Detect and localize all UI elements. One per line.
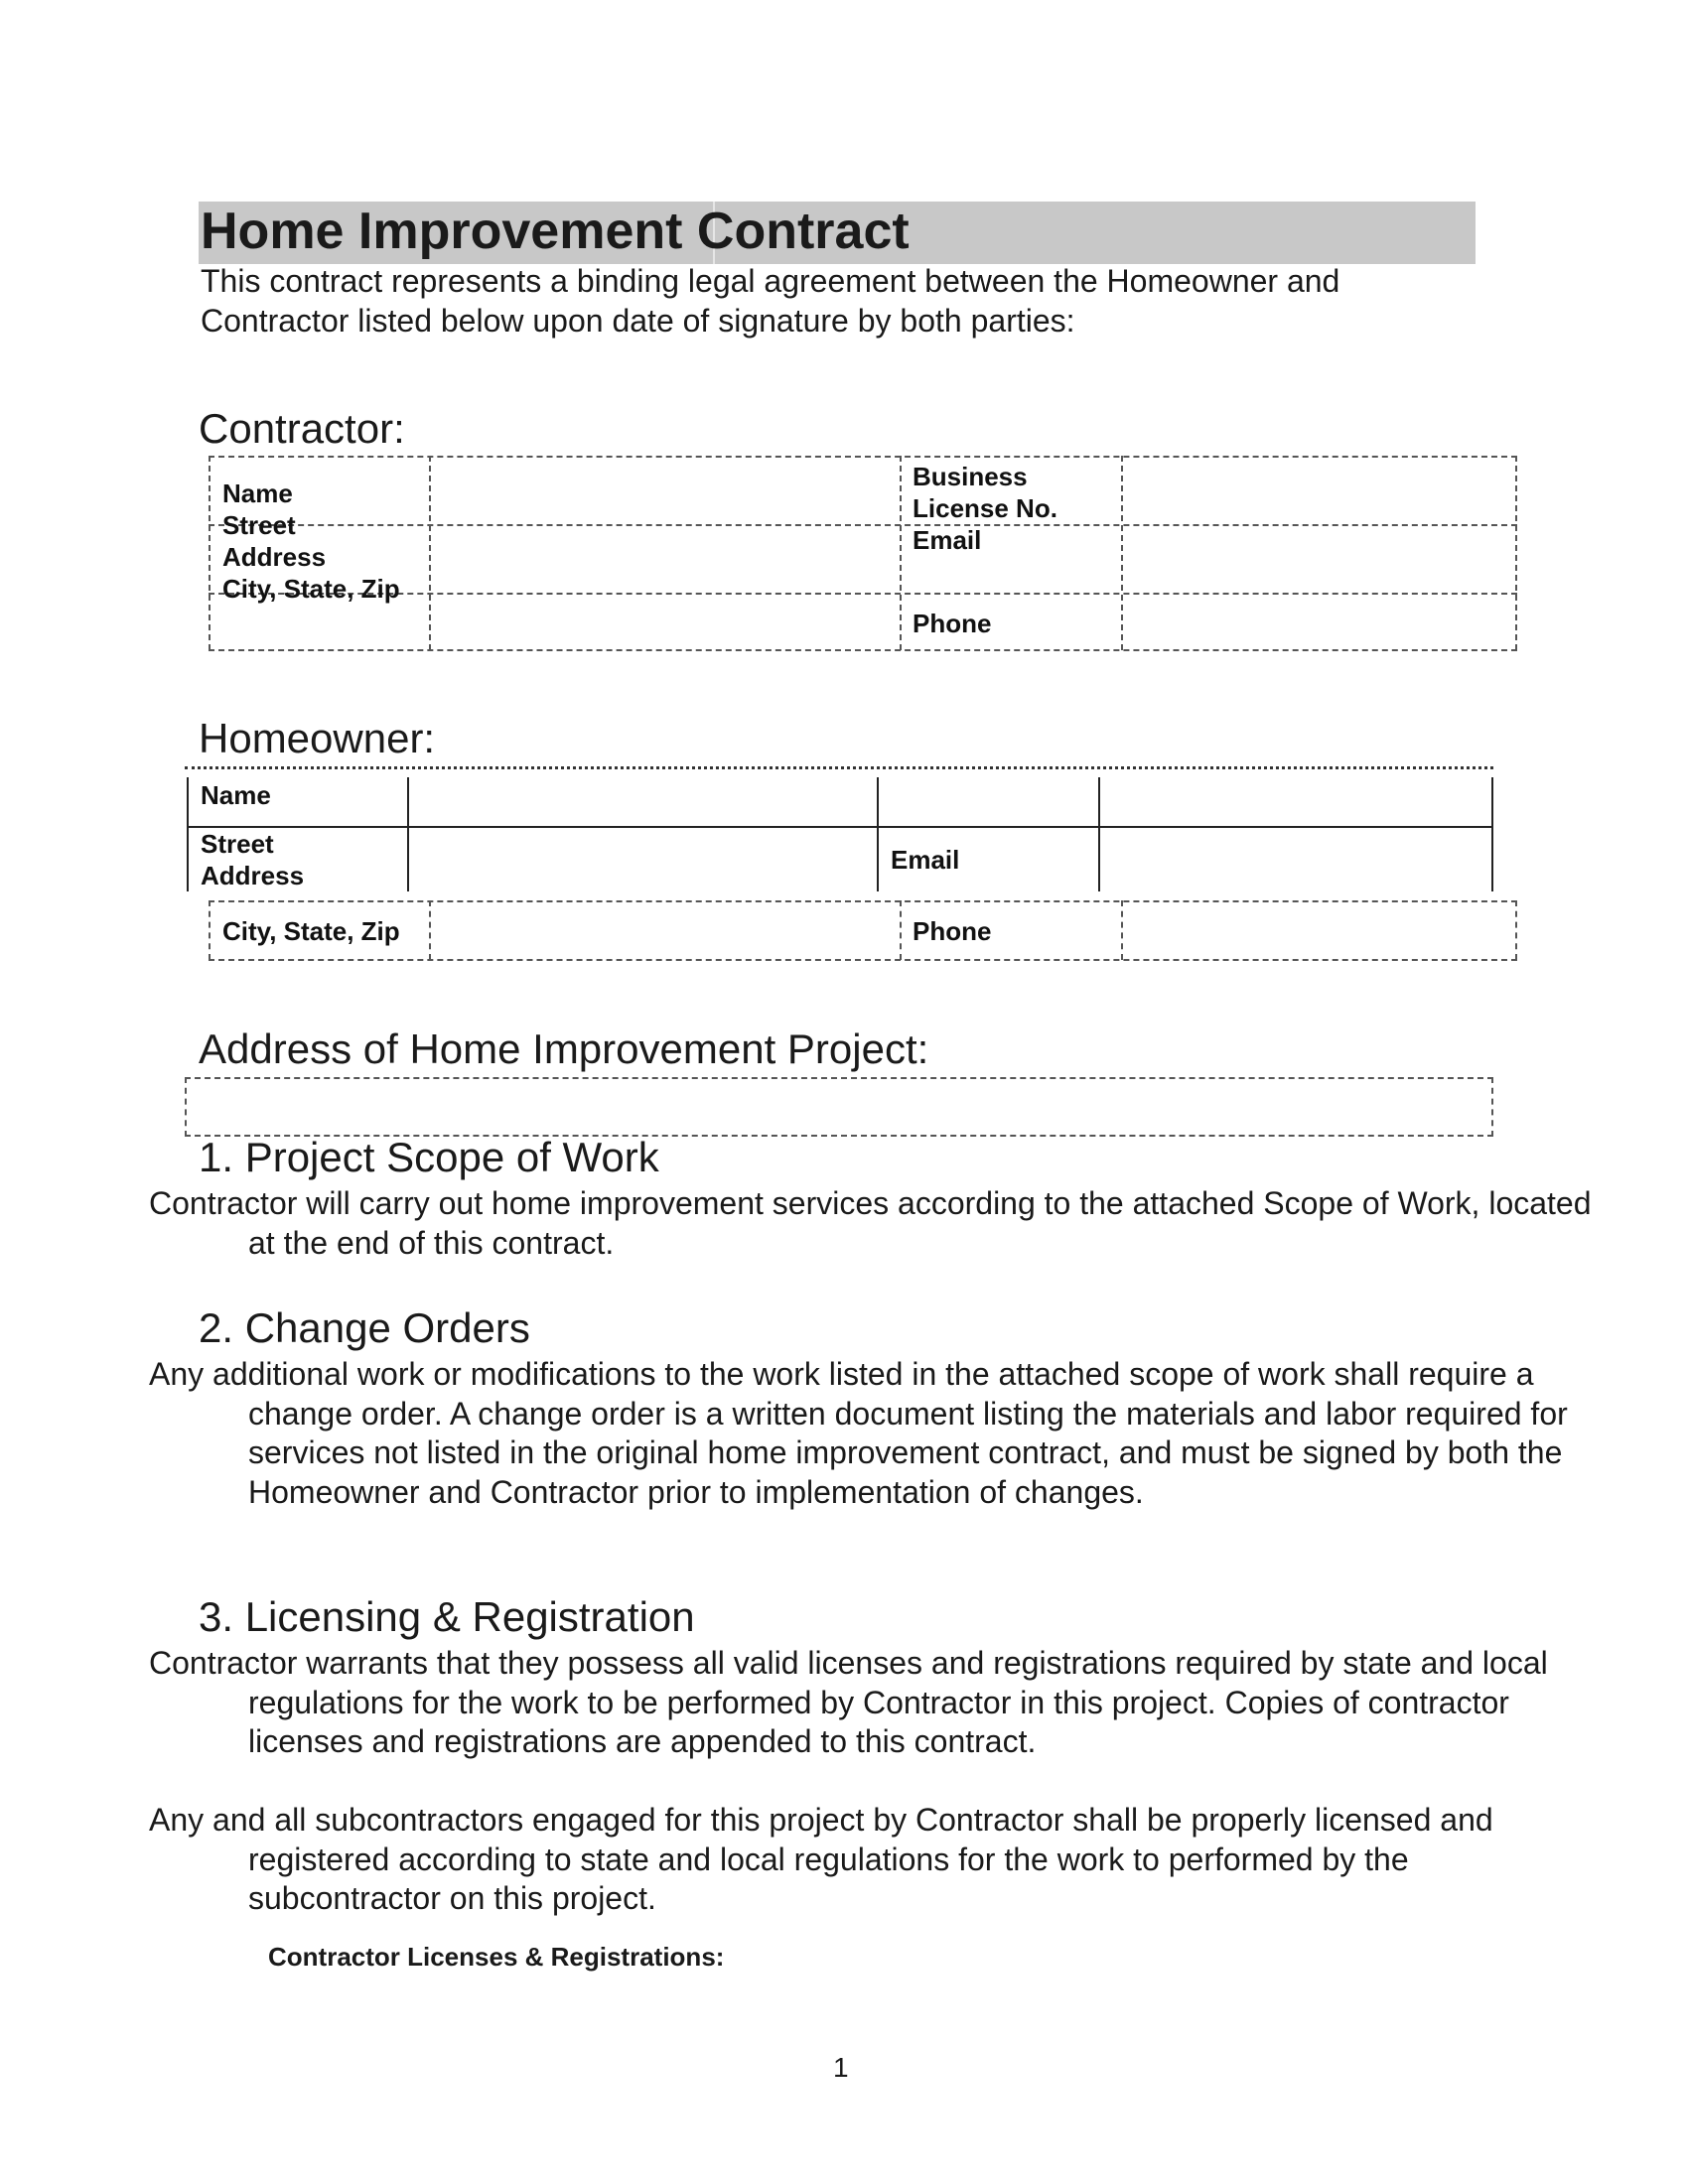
contractor-city-field[interactable] — [433, 597, 898, 647]
contractor-city-label: City, State, Zip — [222, 574, 400, 604]
homeowner-heading: Homeowner: — [199, 715, 436, 761]
table-border — [1098, 777, 1100, 891]
document-title: Home Improvement Contract — [201, 203, 910, 260]
table-border — [429, 456, 431, 650]
section-3-paragraph-2: Any and all subcontractors engaged for this project by Contractor shall be properly licensed and registered according to state and local regulations for the work to performed by the subcontractor on this project. — [149, 1802, 1493, 1916]
page-number: 1 — [833, 2052, 849, 2083]
table-border — [877, 777, 879, 891]
table-border — [1121, 456, 1123, 650]
table-border — [407, 777, 409, 891]
contractor-heading: Contractor: — [199, 405, 405, 452]
table-border — [187, 777, 189, 891]
contractor-phone-field[interactable] — [1125, 597, 1513, 647]
table-border — [209, 959, 1517, 961]
contractor-license-label: Business License No. — [913, 462, 1057, 523]
intro-paragraph: This contract represents a binding legal agreement between the Homeowner and Contractor listed below upon date of signature by both parties: — [201, 263, 1340, 339]
homeowner-name-field[interactable] — [411, 779, 875, 824]
homeowner-street-label: Street Address — [201, 829, 305, 890]
table-border — [185, 1077, 1493, 1079]
project-address-heading: Address of Home Improvement Project: — [199, 1025, 929, 1072]
contractor-street-label: Street Address — [222, 510, 327, 572]
table-border — [209, 649, 1517, 651]
contractor-email-field[interactable] — [1125, 528, 1513, 591]
table-border — [1121, 900, 1123, 960]
contractor-address-field[interactable] — [433, 528, 898, 591]
contractor-license-field[interactable] — [1125, 460, 1513, 522]
section-2-paragraph: Any additional work or modifications to the work listed in the attached scope of work shall require a change order. A change order is a written document listing the materials and labor required for services not listed in the original home improvement contract, and must be signed by both the Homeowner and Contractor prior to implementation of changes. — [149, 1356, 1568, 1510]
table-border — [1491, 777, 1493, 891]
contractor-email-label: Email — [913, 525, 982, 555]
homeowner-extra-field[interactable] — [1102, 779, 1489, 824]
table-border — [185, 1077, 187, 1137]
contractor-name-field[interactable] — [433, 460, 898, 522]
table-border — [209, 456, 211, 650]
licenses-sublabel: Contractor Licenses & Registrations: — [268, 1942, 725, 1972]
table-border — [209, 524, 1517, 526]
contractor-name-label: Name — [222, 478, 293, 508]
table-border — [429, 900, 431, 960]
homeowner-name-label: Name — [201, 780, 271, 810]
contractor-phone-label: Phone — [913, 609, 992, 638]
table-border — [900, 456, 902, 650]
table-border — [1515, 456, 1517, 650]
table-border — [209, 593, 1517, 595]
table-border — [900, 900, 902, 960]
section-1-paragraph: Contractor will carry out home improvement services according to the attached Scope of Work, located at the end of this contract. — [149, 1185, 1592, 1261]
table-border — [1515, 900, 1517, 960]
table-border — [187, 826, 1491, 828]
section-3-heading: 3. Licensing & Registration — [199, 1593, 695, 1640]
homeowner-email-label: Email — [891, 845, 960, 875]
section-1-heading: 1. Project Scope of Work — [199, 1134, 659, 1180]
table-border — [185, 766, 1493, 769]
homeowner-phone-label: Phone — [913, 916, 992, 946]
table-border — [1491, 1077, 1493, 1137]
section-3-paragraph-1: Contractor warrants that they possess all valid licenses and registrations required by state and local regulations for the work to be performed by Contractor in this project. Copies of contractor licenses and registrations are appended to this contract. — [149, 1645, 1548, 1759]
homeowner-city-field[interactable] — [433, 904, 898, 957]
homeowner-phone-field[interactable] — [1125, 904, 1513, 957]
table-border — [209, 900, 211, 960]
homeowner-city-label: City, State, Zip — [222, 916, 400, 946]
homeowner-address-field[interactable] — [411, 830, 875, 889]
section-2-heading: 2. Change Orders — [199, 1304, 530, 1351]
table-border — [209, 900, 1517, 902]
homeowner-email-field[interactable] — [1102, 830, 1489, 889]
table-border — [209, 456, 1517, 458]
project-address-field[interactable] — [189, 1081, 1489, 1133]
